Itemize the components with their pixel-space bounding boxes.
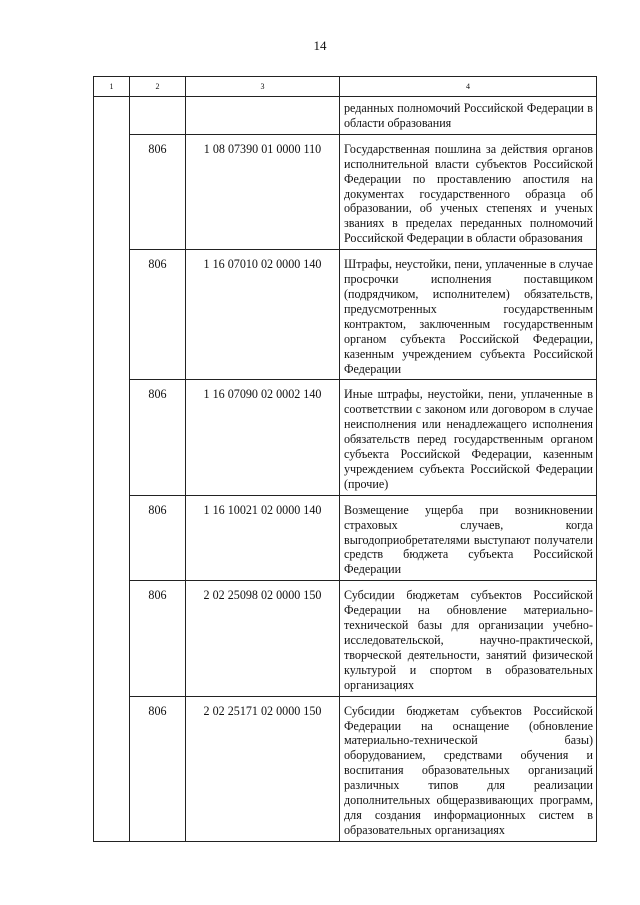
description-cell: Возмещение ущерба при возникновении страховых случаев, когда выгодоприобретателями выступают получатели средств бюджета субъекта Российской Федерации: [340, 495, 597, 581]
column-number-4: 4: [340, 77, 597, 97]
admin-code-cell: 806: [130, 581, 186, 696]
table-row: [94, 380, 597, 495]
revenue-code-cell: 2 02 25171 02 0000 150: [186, 696, 340, 841]
admin-code-cell: 806: [130, 134, 186, 249]
table-row: [94, 250, 597, 380]
description-cell: реданных полномочий Российской Федерации в области образования: [340, 97, 597, 135]
table-row: [94, 581, 597, 696]
column-number-row: [94, 77, 597, 97]
table-row: [94, 696, 597, 841]
admin-code-cell: [130, 97, 186, 135]
column-number-2: 2: [130, 77, 186, 97]
admin-code-cell: 806: [130, 250, 186, 380]
revenue-codes-table: [93, 76, 597, 842]
admin-code-cell: 806: [130, 380, 186, 495]
empty-first-column-cell: [94, 97, 130, 842]
description-cell: Иные штрафы, неустойки, пени, уплаченные в соответствии с законом или договором в случае неисполнения или ненадлежащего исполнения обязательств перед государственным органом субъекта Российской Федерации, казенным учреждением субъекта Российской Федерации (прочие): [340, 380, 597, 495]
revenue-code-cell: 1 16 07010 02 0000 140: [186, 250, 340, 380]
description-cell: Штрафы, неустойки, пени, уплаченные в случае просрочки исполнения поставщиком (подрядчиком, исполнителем) обязательств, предусмотренных государственным контрактом, заключенным государственным органом субъекта Российской Федерации, казенным учреждением субъекта Российской Федерации: [340, 250, 597, 380]
column-number-3: 3: [186, 77, 340, 97]
admin-code-cell: 806: [130, 696, 186, 841]
table-row: [94, 495, 597, 581]
description-cell: Субсидии бюджетам субъектов Российской Федерации на оснащение (обновление материально-технической базы) оборудованием, средствами обучения и воспитания образовательных организаций различных типов для реализации дополнительных общеразвивающих программ, для создания информационных систем в образовательных организациях: [340, 696, 597, 841]
revenue-code-cell: 1 08 07390 01 0000 110: [186, 134, 340, 249]
description-cell: Субсидии бюджетам субъектов Российской Федерации на обновление материально-технической базы для организации учебно-исследовательской, научно-практической, творческой деятельности, занятий физической культурой и спортом в образовательных организациях: [340, 581, 597, 696]
admin-code-cell: 806: [130, 495, 186, 581]
description-cell: Государственная пошлина за действия органов исполнительной власти субъектов Российской Федерации по проставлению апостиля на документах государственного образца об образовании, об ученых степенях и ученых званиях в пределах переданных полномочий Российской Федерации в области образования: [340, 134, 597, 249]
revenue-code-cell: 2 02 25098 02 0000 150: [186, 581, 340, 696]
revenue-code-cell: 1 16 10021 02 0000 140: [186, 495, 340, 581]
revenue-code-cell: [186, 97, 340, 135]
table-row: [94, 134, 597, 249]
page-number: 14: [313, 38, 327, 53]
column-number-1: 1: [94, 77, 130, 97]
revenue-code-cell: 1 16 07090 02 0002 140: [186, 380, 340, 495]
table-row: [94, 97, 597, 135]
